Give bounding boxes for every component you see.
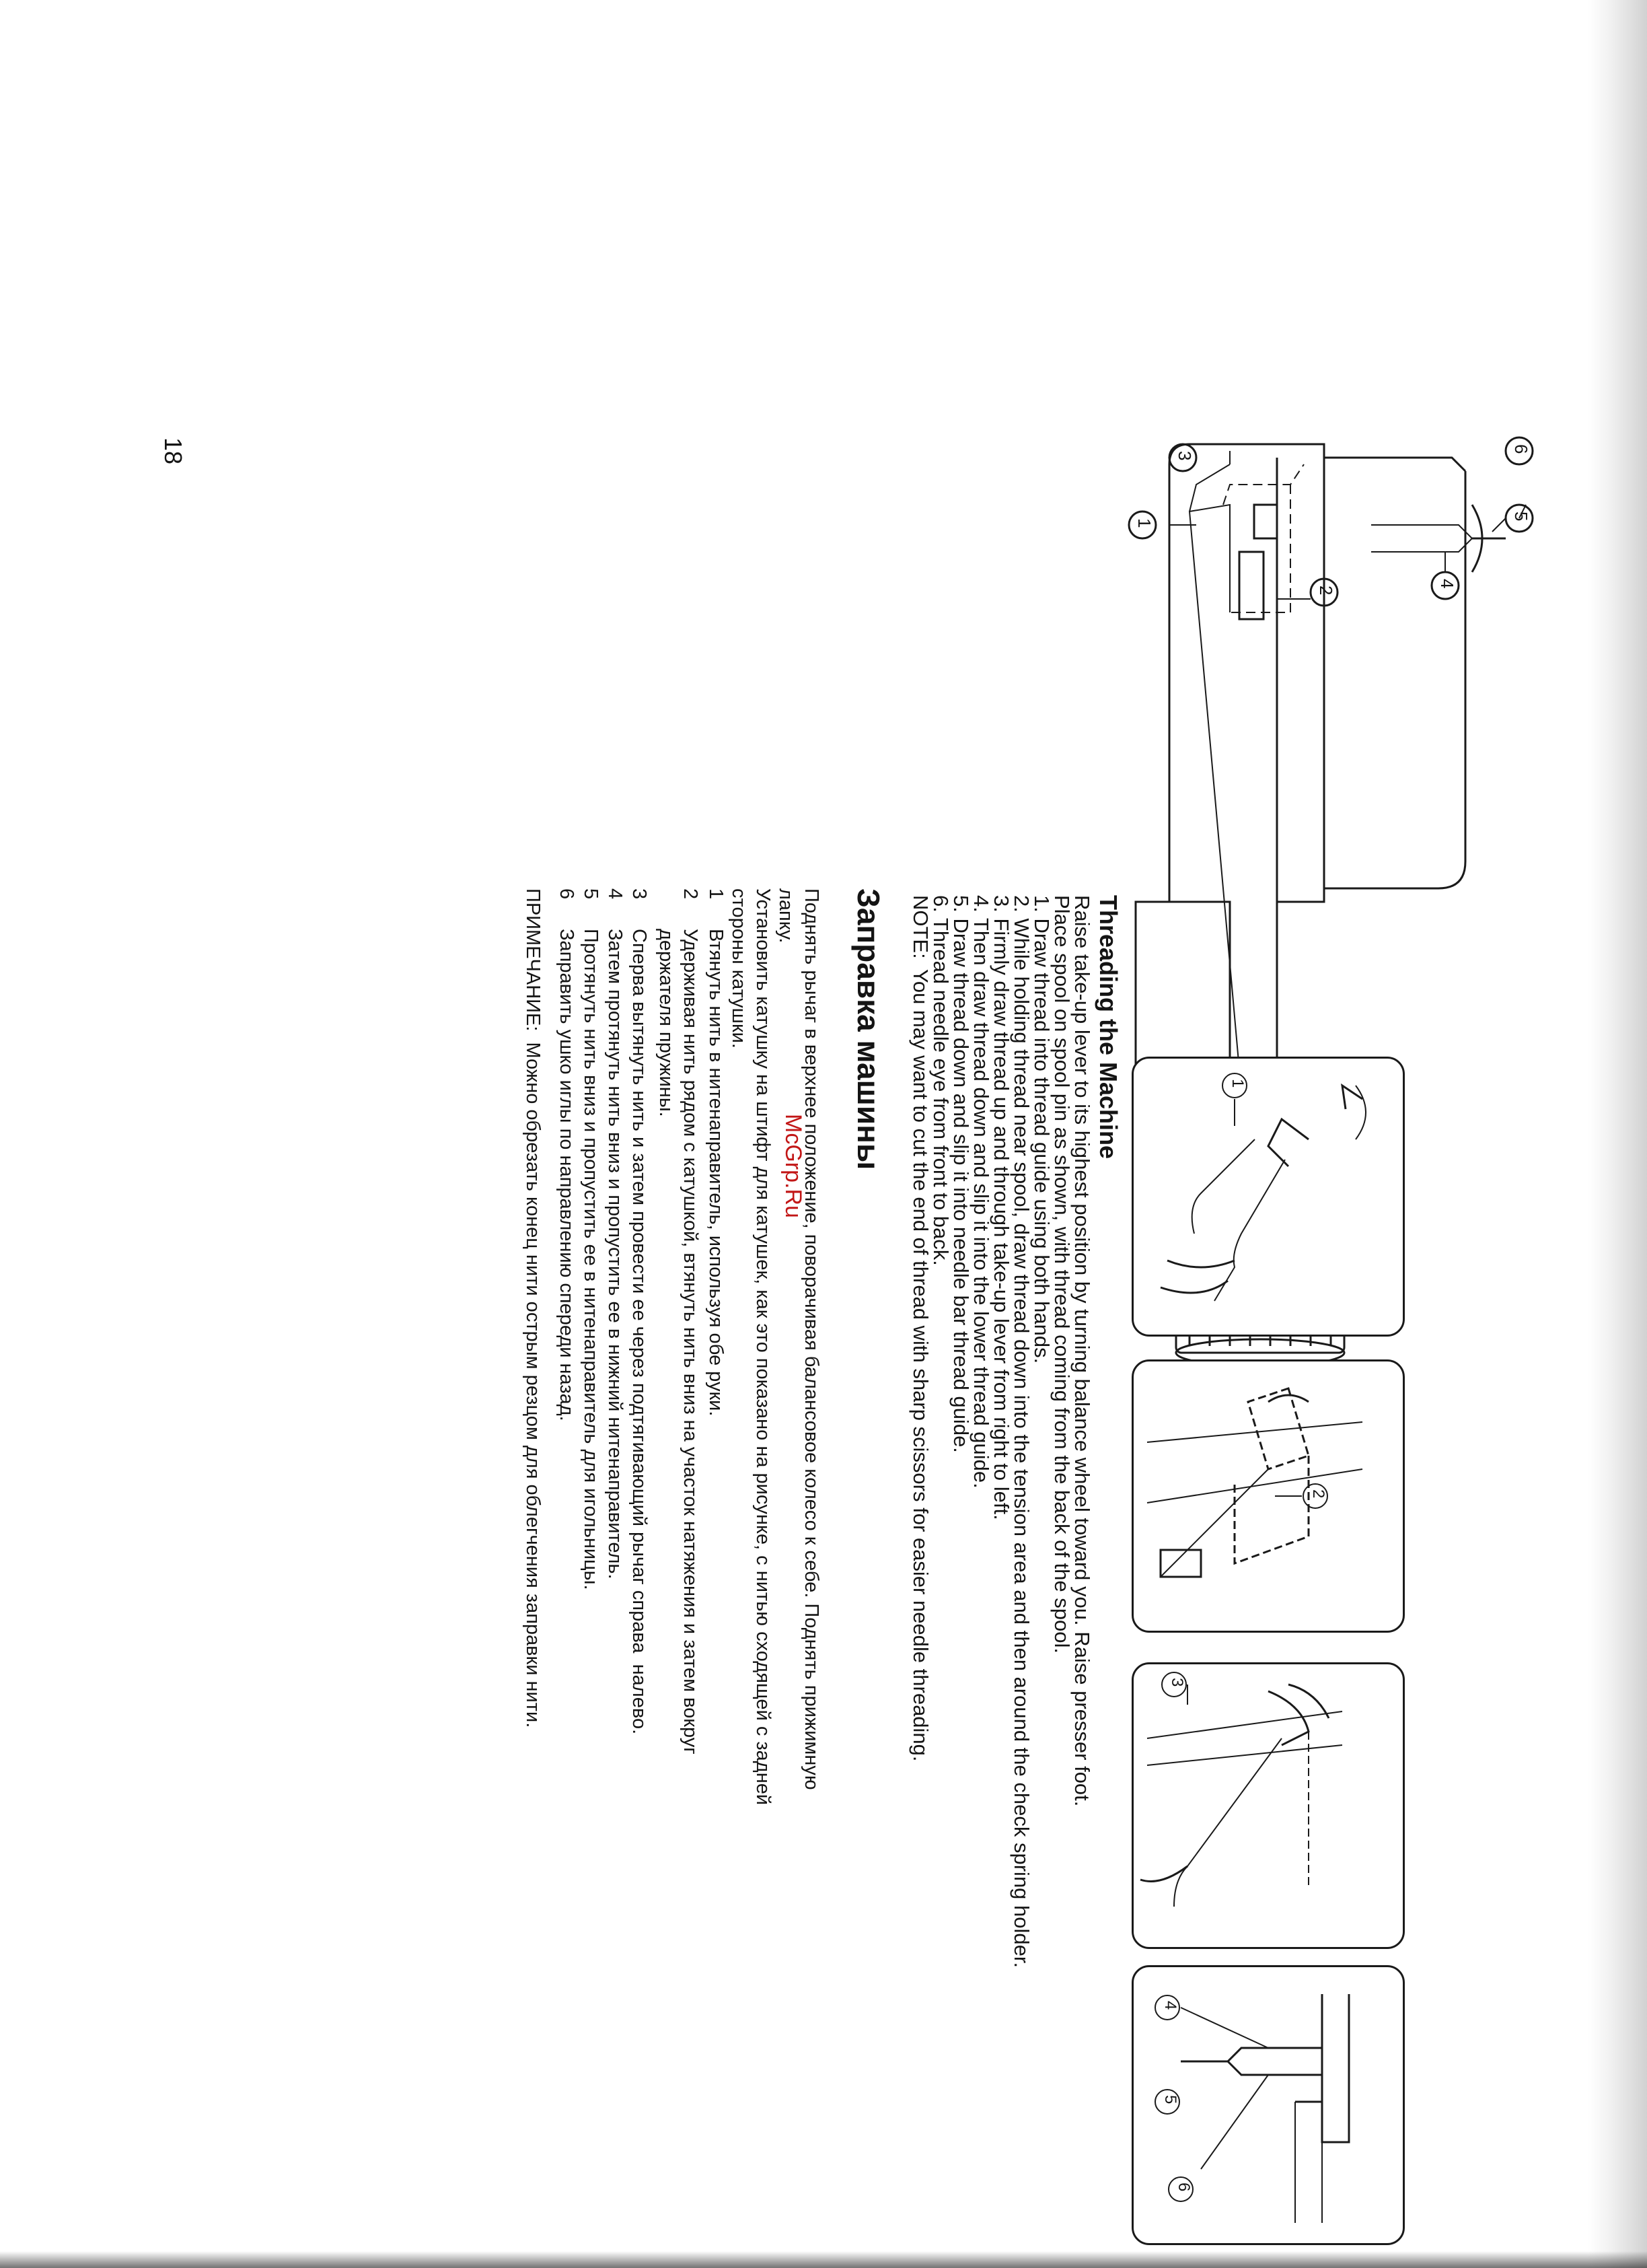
watermark: McGrp.Ru [780, 1114, 806, 1218]
russian-intro-line-2: лапку. [775, 888, 797, 944]
callout-panel4-4: 4 [1161, 2001, 1179, 2010]
russian-step-5-num: 5 [580, 888, 601, 900]
step-panel-3 [1132, 1662, 1405, 1949]
scan-shadow-right [1588, 0, 1647, 2268]
russian-step-1-num: 1 [705, 888, 727, 900]
russian-intro-line-1: Поднять рычаг в верхнее положение, поворачивая балансовое колесо к себе. Поднять прижимную [801, 888, 822, 1790]
russian-step-6-line-1: Заправить ушко иглы по направлению спереди назад. [556, 929, 577, 1421]
callout-panel4-5: 5 [1161, 2095, 1179, 2104]
russian-intro-line-4: стороны катушки. [728, 888, 749, 1049]
callout-main-2: 2 [1316, 586, 1336, 596]
russian-step-2-num: 2 [680, 888, 701, 900]
english-step-2: 2. While holding thread near spool, draw thread down into the tension area and then around the check spring holder. [1010, 895, 1033, 1969]
step-panel-2 [1132, 1359, 1405, 1633]
russian-step-3-num: 3 [628, 888, 650, 900]
english-note-text: You may want to cut the end of thread with sharp scissors for easier needle threading. [909, 969, 932, 1762]
english-step-4: 4. Then draw thread down and slip it into the lower thread guide. [969, 895, 993, 1489]
callout-main-5: 5 [1511, 511, 1531, 522]
callout-panel3-3: 3 [1168, 1678, 1186, 1687]
russian-step-2-line-2: держателя пружины. [655, 929, 677, 1117]
callout-panel2-2: 2 [1309, 1489, 1327, 1499]
russian-step-4-line-1: Затем протянуть нить вниз и пропустить ее в нижний нитенаправитель. [604, 929, 626, 1580]
english-heading: Threading the Machine [1095, 895, 1122, 1160]
callout-panel4-6: 6 [1175, 2183, 1193, 2192]
english-step-3: 3. Firmly draw thread up and through take-up lever from right to left. [990, 895, 1013, 1520]
scan-shadow-bottom [0, 2251, 1647, 2268]
english-intro-line-2: Place spool on spool pin as shown, with thread coming from the back of the spool. [1050, 895, 1074, 1654]
page-number: 18 [159, 437, 187, 465]
russian-step-3-line-1: Сперва вытянуть нить и затем провести ее через подтягивающий рычаг справа налево. [628, 929, 650, 1735]
english-note-label: NOTE: [909, 895, 932, 959]
russian-step-4-num: 4 [604, 888, 626, 900]
step-panel-1 [1132, 1057, 1405, 1337]
russian-note: ПРИМЕЧАНИЕ: Можно обрезать конец нити острым резцом для облегчения заправки нити. [522, 888, 544, 1728]
russian-step-1-line-1: Втянуть нить в нитенаправитель, используя обе руки. [705, 929, 727, 1417]
callout-main-3: 3 [1175, 451, 1195, 461]
callout-main-1: 1 [1134, 518, 1155, 528]
russian-step-2-line-1: Удерживая нить рядом с катушкой, втянуть нить вниз на участок натяжения и затем вокруг [680, 929, 701, 1755]
english-step-6: 6. Thread needle eye from front to back. [929, 895, 953, 1266]
callout-main-6: 6 [1511, 444, 1531, 454]
english-intro-line-1: Raise take-up lever to its highest position by turning balance wheel toward you. Raise presser foot. [1070, 895, 1094, 1807]
russian-step-6-num: 6 [556, 888, 577, 900]
english-step-5: 5. Draw thread down and slip it into needle bar thread guide. [949, 895, 973, 1453]
callout-panel1-1: 1 [1229, 1079, 1247, 1088]
russian-step-5-line-1: Протянуть нить вниз и пропустить ее в нитенаправитель для игольницы. [580, 929, 601, 1590]
russian-heading: Заправка машины [851, 888, 886, 1170]
russian-intro-line-3: Установить катушку на штифт для катушек, как это показано на рисунке, с нитью сходящей с задней [752, 888, 774, 1806]
english-step-1: 1. Draw thread into thread guide using both hands. [1030, 895, 1054, 1364]
callout-main-4: 4 [1437, 579, 1457, 589]
step-panel-4 [1132, 1965, 1405, 2245]
